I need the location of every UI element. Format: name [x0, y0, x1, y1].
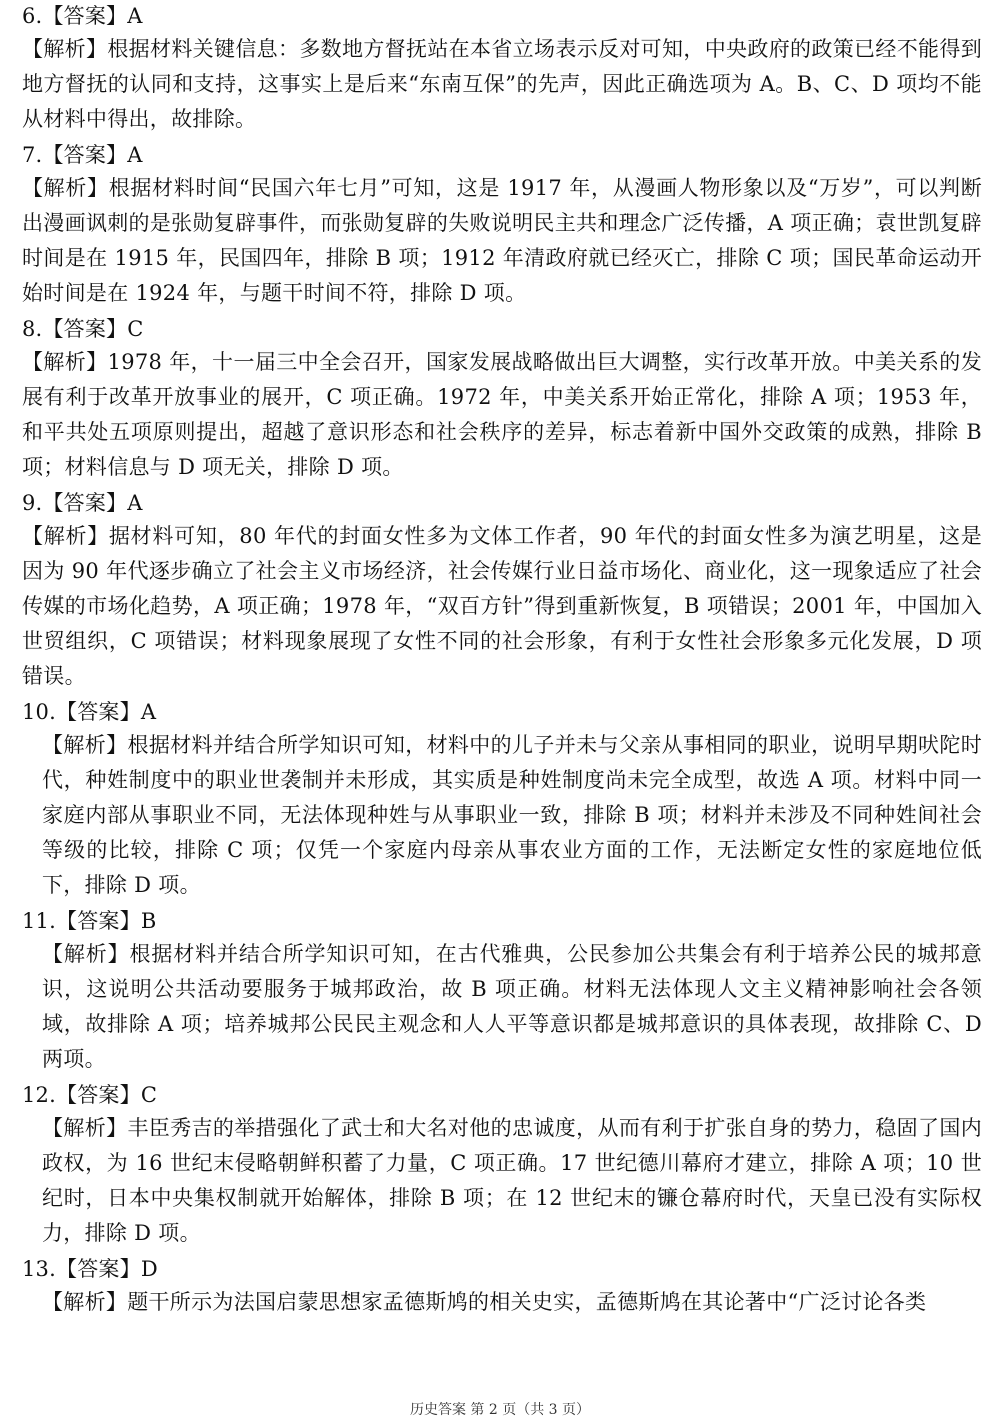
question-number: 12.	[22, 1083, 56, 1107]
answer-label: 【答案】	[42, 143, 128, 167]
question-number: 13.	[22, 1257, 56, 1281]
answer-item-11	[22, 905, 982, 1077]
question-number: 9.	[22, 491, 43, 515]
explanation-text: 【解析】丰臣秀吉的举措强化了武士和大名对他的忠诚度，从而有利于扩张自身的势力，稳固了国内政权，为 16 世纪末侵略朝鲜积蓄了力量，C 项正确。17 世纪德川幕府才建立，排除 A 项；10 世纪时，日本中央集权制就开始解体，排除 B 项；在 12 世纪末的镰仓幕府时代，天皇已没有实际权力，排除 D 项。	[42, 1116, 982, 1245]
explanation-text: 【解析】根据材料并结合所学知识可知，在古代雅典，公民参加公共集会有利于培养公民的城邦意识，这说明公共活动要服务于城邦政治，故 B 项正确。材料无法体现人文主义精神影响社会各领域，故排除 A 项；培养城邦公民民主观念和人人平等意识都是城邦意识的具体表现，故排除 C、D 两项。	[42, 942, 982, 1071]
answer-item-6	[22, 0, 982, 137]
answer-value: A	[127, 491, 143, 515]
answer-label: 【答案】	[42, 4, 128, 28]
answer-value: C	[127, 317, 144, 341]
answer-item-12	[22, 1079, 982, 1251]
answer-label: 【答案】	[42, 491, 128, 515]
explanation-text: 【解析】1978 年，十一届三中全会召开，国家发展战略做出巨大调整，实行改革开放。中美关系的发展有利于改革开放事业的展开，C 项正确。1972 年，中美关系开始正常化，排除 A 项；1953 年，和平共处五项原则提出，超越了意识形态和社会秩序的差异，标志着新中国外交政策的成熟，排除 B 项；材料信息与 D 项无关，排除 D 项。	[22, 350, 982, 479]
answer-item-13	[22, 1253, 982, 1320]
answer-value: C	[140, 1083, 158, 1107]
answer-value: B	[140, 909, 157, 933]
answer-line	[22, 1253, 982, 1285]
answer-document	[22, 0, 982, 1322]
answer-value: A	[140, 700, 157, 724]
answer-value: D	[140, 1257, 158, 1281]
explanation-text: 【解析】根据材料并结合所学知识可知，材料中的儿子并未与父亲从事相同的职业，说明早期吠陀时代，种姓制度中的职业世袭制并未形成，其实质是种姓制度尚未完全成型，故选 A 项。材料中同一家庭内部从事职业不同，无法体现种姓与从事职业一致，排除 B 项；材料并未涉及不同种姓间社会等级的比较，排除 C 项；仅凭一个家庭内母亲从事农业方面的工作，无法断定女性的家庭地位低下，排除 D 项。	[42, 733, 982, 897]
explanation-text: 【解析】据材料可知，80 年代的封面女性多为文体工作者，90 年代的封面女性多为演艺明星，这是因为 90 年代逐步确立了社会主义市场经济，社会传媒行业日益市场化、商业化，这一现象适应了社会传媒的市场化趋势，A 项正确；1978 年，“双百方针”得到重新恢复，B 项错误；2001 年，中国加入世贸组织，C 项错误；材料现象展现了女性不同的社会形象，有利于女性社会形象多元化发展，D 项错误。	[22, 524, 982, 688]
answer-line	[22, 1079, 982, 1111]
answer-line	[22, 487, 982, 519]
answer-line	[22, 0, 982, 32]
answer-item-7	[22, 139, 982, 311]
question-number: 11.	[22, 909, 56, 933]
answer-item-10	[22, 696, 982, 903]
answer-label: 【答案】	[42, 317, 128, 341]
answer-value: A	[127, 143, 143, 167]
explanation-text: 【解析】题干所示为法国启蒙思想家孟德斯鸠的相关史实，孟德斯鸠在其论著中“广泛讨论各类	[42, 1290, 927, 1314]
question-number: 8.	[22, 317, 43, 341]
answer-label: 【答案】	[56, 1083, 141, 1107]
question-number: 10.	[22, 700, 56, 724]
answer-item-8	[22, 313, 982, 485]
answer-line	[22, 313, 982, 345]
question-number: 7.	[22, 143, 43, 167]
answer-label: 【答案】	[56, 1257, 141, 1281]
question-number: 6.	[22, 4, 43, 28]
answer-label: 【答案】	[56, 909, 141, 933]
answer-item-9	[22, 487, 982, 694]
answer-line	[22, 139, 982, 171]
answer-line	[22, 696, 982, 728]
answer-value: A	[127, 4, 143, 28]
page-footer: 历史答案 第 2 页（共 3 页）	[409, 1402, 591, 1418]
explanation-text: 【解析】根据材料关键信息：多数地方督抚站在本省立场表示反对可知，中央政府的政策已经不能得到地方督抚的认同和支持，这事实上是后来“东南互保”的先声，因此正确选项为 A。B、C、D 项均不能从材料中得出，故排除。	[22, 37, 982, 131]
explanation-text: 【解析】根据材料时间“民国六年七月”可知，这是 1917 年，从漫画人物形象以及“万岁”，可以判断出漫画讽刺的是张勋复辟事件，而张勋复辟的失败说明民主共和理念广泛传播，A 项正确；袁世凯复辟时间是在 1915 年，民国四年，排除 B 项；1912 年清政府就已经灭亡，排除 C 项；国民革命运动开始时间是在 1924 年，与题干时间不符，排除 D 项。	[22, 176, 982, 305]
answer-line	[22, 905, 982, 937]
answer-label: 【答案】	[56, 700, 141, 724]
